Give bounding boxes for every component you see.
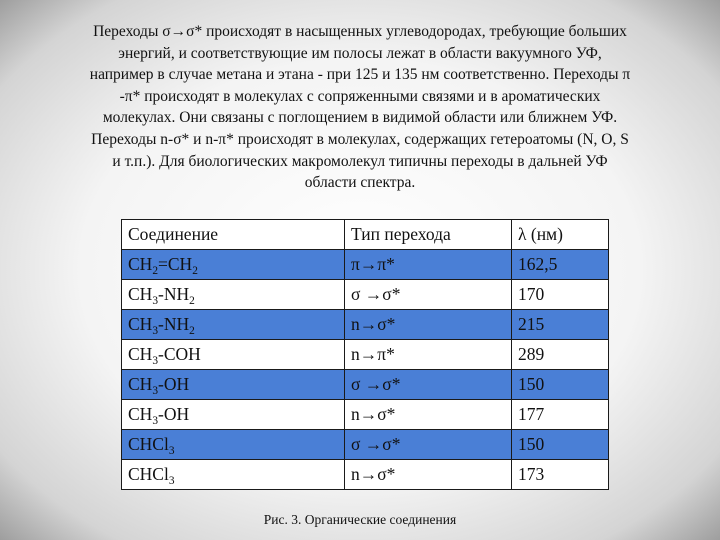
table-row [122,460,609,490]
paragraph-line: например в случае метана и этана - при 125 и 135 нм соответственно. Переходы π [89,66,631,84]
header-transition: Тип перехода [345,220,512,250]
compound-cell: CHCl$_3$ [122,460,345,490]
transition-cell: n→σ* [345,460,512,490]
paragraph-line: Переходы σ→σ* происходят в насыщенных углеводородах, требующие больших [93,23,627,40]
compound-cell: $CH_3$-COH [122,340,345,370]
lambda-cell: 150 [512,430,609,460]
table-row [122,430,609,460]
table-row [122,370,609,400]
table-header-row [122,220,609,250]
compound-cell: CHCl$_3$ [122,430,345,460]
compound-cell: $CH_3-OH$ [122,370,345,400]
transition-cell: σ →σ* [345,370,512,400]
transition-cell: σ →σ* [345,430,512,460]
lambda-cell: 173 [512,460,609,490]
paragraph-line: -π* происходят в молекулах с сопряженными связями и в ароматических [119,87,601,105]
table-row [122,280,609,310]
transition-cell: π→π* [345,250,512,280]
transition-cell: n→σ* [345,310,512,340]
compound-cell: $CH_3-NH_2$ [122,280,345,310]
compound-cell: $CH_3-OH$ [122,400,345,430]
paragraph-line: молекулах. Они связаны с поглощением в видимой области или ближнем УФ. [102,109,618,127]
paragraph-line: области спектра. [304,174,416,192]
table-row [122,400,609,430]
lambda-cell: 150 [512,370,609,400]
lambda-cell: 289 [512,340,609,370]
paragraph-line: и т.п.). Для биологических макромолекул типичны переходы в дальней УФ [112,152,608,170]
transition-cell: n→π* [345,340,512,370]
lambda-cell: 177 [512,400,609,430]
table-row [122,340,609,370]
paragraph-line: Переходы n-σ* и n-π* происходят в молекулах, содержащих гетероатомы (N, O, S [91,130,629,148]
table-row [122,310,609,340]
compound-cell: $CH_3-NH_2$ [122,310,345,340]
paragraph-line: энергий, и соответствующие им полосы лежат в области вакуумного УФ, [118,44,602,62]
intro-paragraph [40,21,680,194]
lambda-cell: 162,5 [512,250,609,280]
transition-cell: σ →σ* [345,280,512,310]
transitions-table [121,219,609,490]
transition-cell: n→σ* [345,400,512,430]
lambda-cell: 215 [512,310,609,340]
lambda-cell: 170 [512,280,609,310]
table-row [122,250,609,280]
header-lambda: λ (нм) [512,220,609,250]
figure-caption: Рис. 3. Органические соединения [263,512,457,527]
header-compound: Соединение [122,220,345,250]
compound-cell: $CH_2=CH_2$ [122,250,345,280]
